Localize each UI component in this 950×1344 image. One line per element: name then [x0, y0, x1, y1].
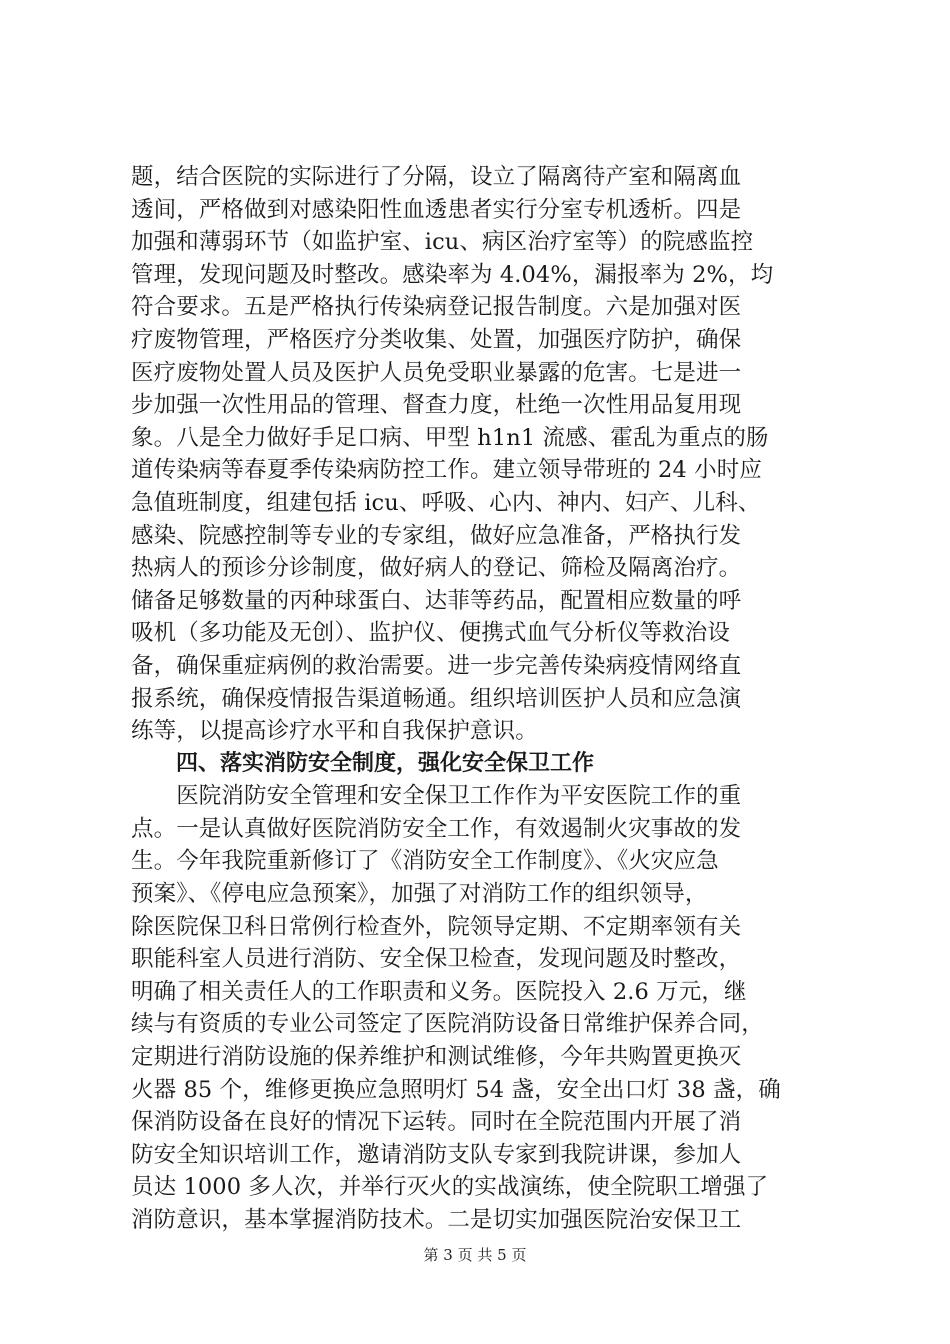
- text-line: 储备足够数量的丙种球蛋白、达菲等药品，配置相应数量的呼: [131, 587, 742, 614]
- text-line: 报系统，确保疫情报告渠道畅通。组织培训医护人员和应急演: [131, 685, 742, 712]
- text-line: 火器 85 个，维修更换应急照明灯 54 盏，安全出口灯 38 盏，确: [131, 1076, 781, 1103]
- text-line: 吸机（多功能及无创）、监护仪、便携式血气分析仪等救治设: [131, 620, 730, 647]
- text-line: 练等，以提高诊疗水平和自我保护意识。: [131, 718, 538, 745]
- text-line: 员达 1000 多人次，并举行灭火的实战演练，使全院职工增强了: [131, 1174, 769, 1201]
- text-line: 职能科室人员进行消防、安全保卫检查，发现问题及时整改，: [131, 946, 742, 973]
- section-heading: 四、落实消防安全制度，强化安全保卫工作: [176, 750, 595, 776]
- text-line: 明确了相关责任人的工作职责和义务。医院投入 2.6 万元，继: [131, 978, 747, 1005]
- text-line: 管理，发现问题及时整改。感染率为 4.04%，漏报率为 2%，均: [131, 261, 774, 288]
- text-line: 热病人的预诊分诊制度，做好病人的登记、筛检及隔离治疗。: [131, 555, 742, 582]
- text-line: 急值班制度，组建包括 icu、呼吸、心内、神内、妇产、儿科、: [131, 489, 761, 516]
- text-line: 医疗废物处置人员及医护人员免受职业暴露的危害。七是进一: [131, 359, 742, 386]
- text-line: 感染、院感控制等专业的专家组，做好应急准备，严格执行发: [131, 522, 742, 549]
- text-line: 题，结合医院的实际进行了分隔，设立了隔离待产室和隔离血: [131, 164, 742, 190]
- text-line: 防安全知识培训工作，邀请消防支队专家到我院讲课，参加人: [131, 1141, 742, 1168]
- body-text: [131, 161, 831, 1237]
- text-line: 医院消防安全管理和安全保卫工作作为平安医院工作的重: [131, 783, 742, 810]
- text-line: 备，确保重症病例的救治需要。进一步完善传染病疫情网络直: [131, 652, 742, 679]
- text-line: 象。八是全力做好手足口病、甲型 h1n1 流感、霍乱为重点的肠: [131, 424, 769, 451]
- text-line: 续与有资质的专业公司签定了医院消防设备日常维护保养合同，: [131, 1011, 764, 1038]
- text-line: 除医院保卫科日常例行检查外，院领导定期、不定期率领有关: [131, 913, 742, 940]
- text-line: 保消防设备在良好的情况下运转。同时在全院范围内开展了消: [131, 1109, 742, 1136]
- text-line: 加强和薄弱环节（如监护室、icu、病区治疗室等）的院感监控: [131, 229, 754, 256]
- text-line: 生。今年我院重新修订了《消防安全工作制度》、《火灾应急: [131, 848, 719, 875]
- text-line: 消防意识，基本掌握消防技术。二是切实加强医院治安保卫工: [131, 1207, 742, 1233]
- text-line: 符合要求。五是严格执行传染病登记报告制度。六是加强对医: [131, 294, 742, 321]
- text-line: 道传染病等春夏季传染病防控工作。建立领导带班的 24 小时应: [131, 457, 762, 484]
- text-line: 点。一是认真做好医院消防安全工作，有效遏制火灾事故的发: [131, 815, 742, 842]
- text-line: 透间，严格做到对感染阳性血透患者实行分室专机透析。四是: [131, 196, 742, 223]
- text-line: 定期进行消防设施的保养维护和测试维修，今年共购置更换灭: [131, 1044, 742, 1071]
- text-line: 步加强一次性用品的管理、督查力度，杜绝一次性用品复用现: [131, 392, 742, 419]
- text-line: 疗废物管理，严格医疗分类收集、处置，加强医疗防护，确保: [131, 326, 742, 353]
- page-number-footer: 第 3 页 共 5 页: [423, 1246, 527, 1264]
- text-line: 预案》、《停电应急预案》，加强了对消防工作的组织领导，: [131, 881, 708, 908]
